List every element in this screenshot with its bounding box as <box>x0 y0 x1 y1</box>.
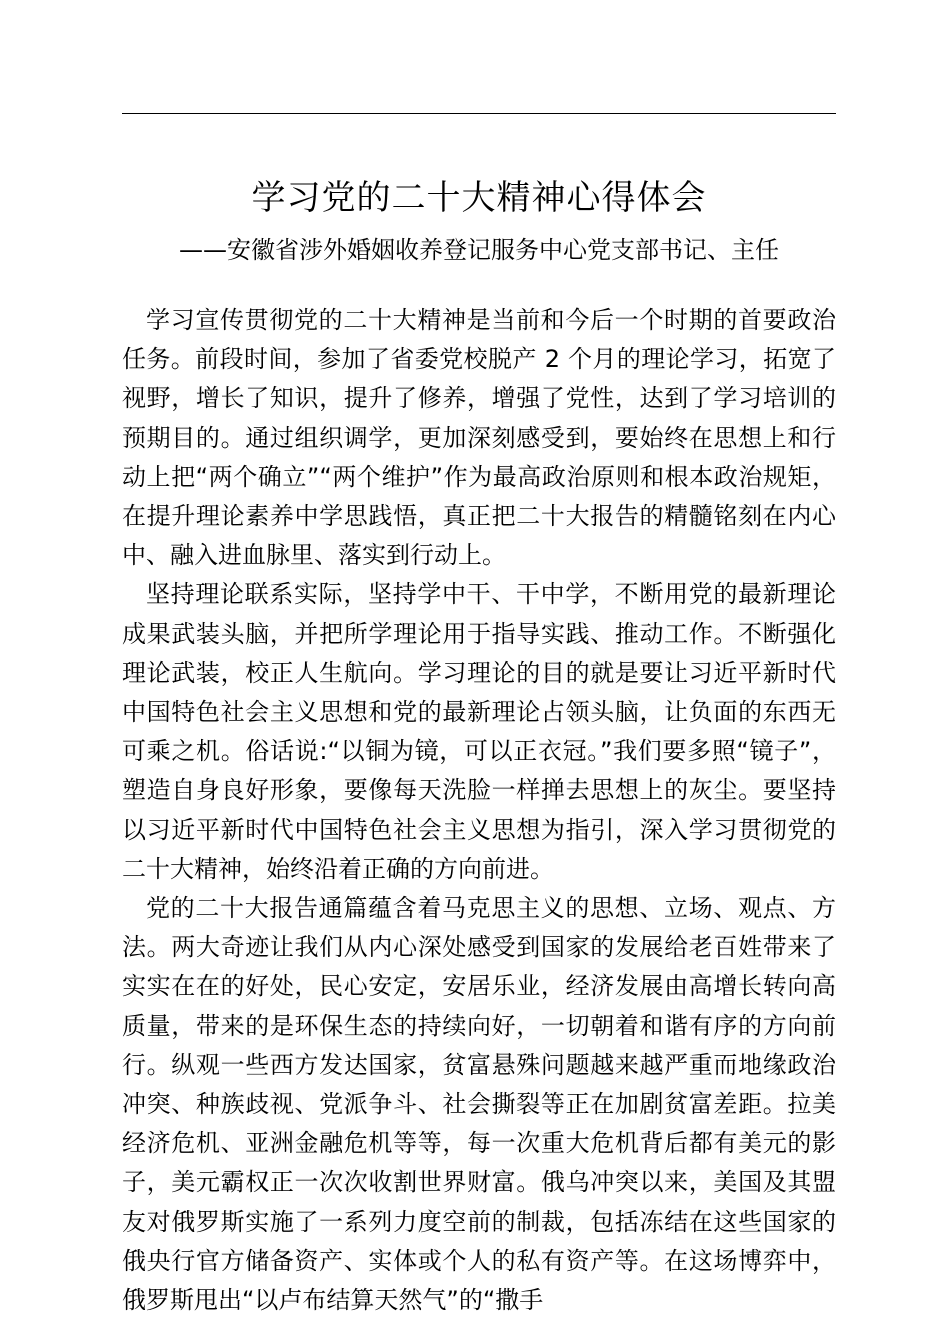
document-title: 学习党的二十大精神心得体会 <box>251 178 707 218</box>
document-body <box>122 301 836 1320</box>
paragraph: 学习宣传贯彻党的二十大精神是当前和今后一个时期的首要政治任务。前段时间，参加了省委党校脱产 2 个月的理论学习，拓宽了视野，增长了知识，提升了修养，增强了党性，达到了学习培训的预期目的。通过组织调学，更加深刻感受到，要始终在思想上和行动上把“两个确立”“两个维护”作为最高政治原则和根本政治规矩，在提升理论素养中学思践悟，真正把二十大报告的精髓铭刻在内心中、融入进血脉里、落实到行动上。 <box>122 306 836 570</box>
document-subtitle: ——安徽省涉外婚姻收养登记服务中心党支部书记、主任 <box>179 236 779 264</box>
paragraph: 党的二十大报告通篇蕴含着马克思主义的思想、立场、观点、方法。两大奇迹让我们从内心深处感受到国家的发展给老百姓带来了实实在在的好处，民心安定，安居乐业，经济发展由高增长转向高质量，带来的是环保生态的持续向好，一切朝着和谐有序的方向前行。纵观一些西方发达国家，贫富悬殊问题越来越严重而地缘政治冲突、种族歧视、党派争斗、社会撕裂等正在加剧贫富差距。拉美经济危机、亚洲金融危机等等，每一次重大危机背后都有美元的影子，美元霸权正一次次收割世界财富。俄乌冲突以来，美国及其盟友对俄罗斯实施了一系列力度空前的制裁，包括冻结在这些国家的俄央行官方储备资产、实体或个人的私有资产等。在这场博弈中，俄罗斯甩出“以卢布结算天然气”的“撒手 <box>122 894 836 1315</box>
header-rule <box>122 113 836 114</box>
paragraph: 坚持理论联系实际，坚持学中干、干中学，不断用党的最新理论成果武装头脑，并把所学理论用于指导实践、推动工作。不断强化理论武装，校正人生航向。学习理论的目的就是要让习近平新时代中国特色社会主义思想和党的最新理论占领头脑，让负面的东西无可乘之机。俗话说:“以铜为镜，可以正衣冠。”我们要多照“镜子”，塑造自身良好形象，要像每天洗脸一样掸去思想上的灰尘。要坚持以习近平新时代中国特色社会主义思想为指引，深入学习贯彻党的二十大精神，始终沿着正确的方向前进。 <box>122 580 836 883</box>
